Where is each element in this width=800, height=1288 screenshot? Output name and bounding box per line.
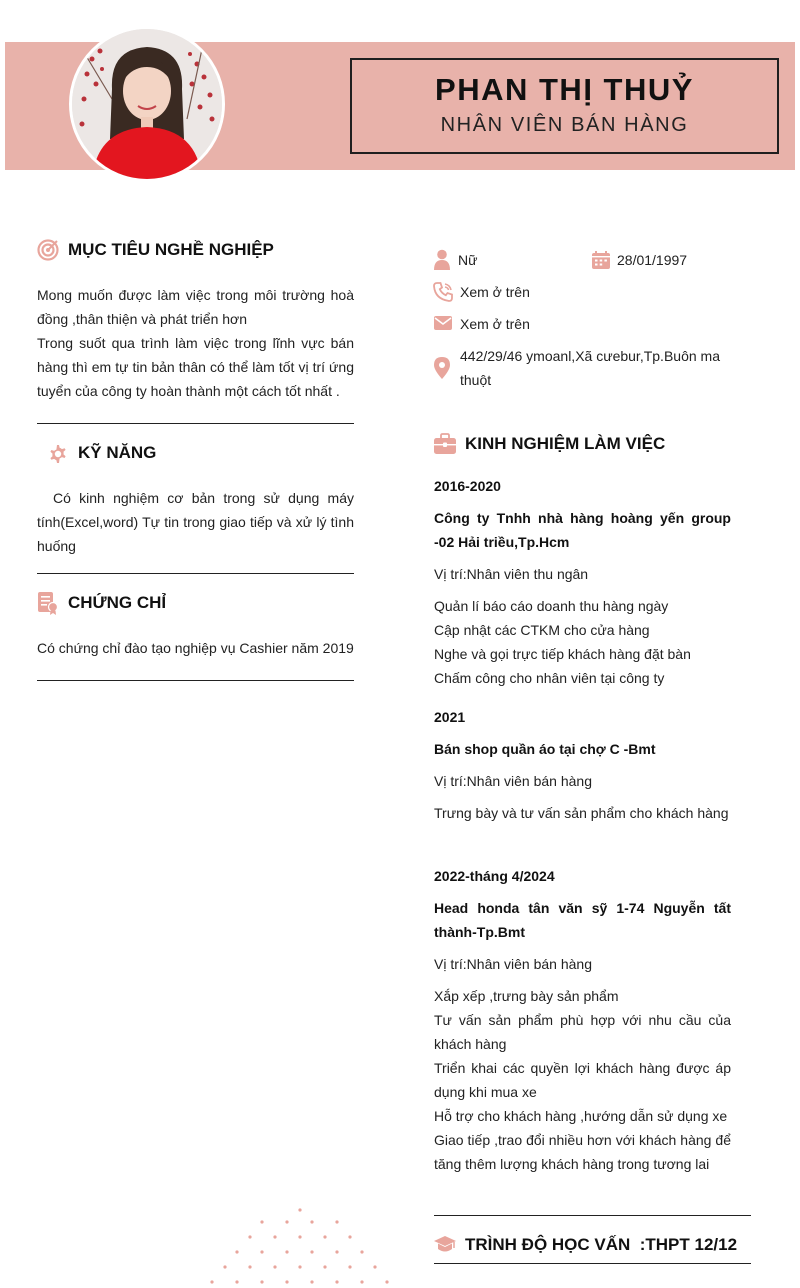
certificates-text: Có chứng chỉ đào tạo nghiệp vụ Cashier năm 2019 — [37, 640, 354, 656]
job-period: 2021 — [434, 709, 466, 725]
dob-value: 28/01/1997 — [617, 252, 688, 268]
certificate-icon — [37, 591, 59, 620]
person-icon — [434, 249, 450, 276]
avatar — [69, 26, 225, 182]
duty-item: Hỗ trợ cho khách hàng ,hướng dẫn sử dụng xe — [434, 1108, 728, 1124]
address-value: 442/29/46 ymoanl,Xã cưebur,Tp.Buôn ma thuột — [460, 348, 720, 388]
job-duties — [434, 801, 731, 825]
phone-icon — [433, 282, 453, 307]
duty-item: Quản lí báo cáo doanh thu hàng ngày — [434, 598, 669, 614]
duty-item: Nghe và gọi trực tiếp khách hàng đặt bàn — [434, 646, 691, 662]
job-period: 2022-tháng 4/2024 — [434, 868, 555, 884]
job-period: 2016-2020 — [434, 478, 501, 494]
divider — [434, 1263, 751, 1264]
duty-item: Giao tiếp ,trao đổi nhiều hơn với khách hàng để tăng thêm lượng khách hàng trong tương lai — [434, 1132, 731, 1172]
divider — [434, 1215, 751, 1216]
experience-title: KINH NGHIỆM LÀM VIỆC — [465, 434, 666, 453]
duty-item: Chấm công cho nhân viên tại công ty — [434, 670, 665, 686]
divider — [37, 423, 354, 424]
name-box — [350, 58, 779, 154]
skills-title: KỸ NĂNG — [78, 443, 157, 462]
job-duties — [434, 594, 731, 690]
objective-paragraph: Mong muốn được làm việc trong môi trường hoà đồng ,thân thiện và phát triển hơn — [37, 287, 354, 327]
graduation-cap-icon — [434, 1235, 456, 1260]
divider — [37, 680, 354, 681]
objective-title: MỤC TIÊU NGHỀ NGHIỆP — [68, 240, 274, 259]
skills-text: Có kinh nghiệm cơ bản trong sử dụng máy tính(Excel,word) Tự tin trong giao tiếp và xử lý tình huống — [37, 490, 354, 554]
calendar-icon — [592, 251, 610, 274]
email-icon — [434, 315, 452, 336]
decorative-dots — [200, 1200, 400, 1288]
gear-icon — [46, 442, 70, 471]
candidate-name: PHAN THỊ THUỶ — [435, 72, 694, 107]
briefcase-icon — [434, 433, 456, 460]
target-icon — [37, 239, 59, 266]
duty-item: Xắp xếp ,trưng bày sản phẩm — [434, 988, 619, 1004]
certificates-title: CHỨNG CHỈ — [68, 593, 167, 612]
location-pin-icon — [434, 357, 450, 384]
job-company: Head honda tân văn sỹ 1-74 Nguyễn tất thành-Tp.Bmt — [434, 900, 731, 940]
job-title: NHÂN VIÊN BÁN HÀNG — [440, 114, 689, 136]
gender-value: Nữ — [458, 252, 478, 268]
email-value: Xem ở trên — [460, 316, 530, 332]
duty-item: Tư vấn sản phẩm phù hợp với nhu cầu của khách hàng — [434, 1012, 731, 1052]
duty-item: Trưng bày và tư vấn sản phẩm cho khách hàng — [434, 805, 729, 821]
job-company: Công ty Tnhh nhà hàng hoàng yến group -02 Hải triều,Tp.Hcm — [434, 510, 731, 550]
duty-item: Cập nhật các CTKM cho cửa hàng — [434, 622, 650, 638]
job-company: Bán shop quần áo tại chợ C -Bmt — [434, 741, 656, 757]
duty-item: Triển khai các quyền lợi khách hàng được áp dụng khi mua xe — [434, 1060, 731, 1100]
phone-value: Xem ở trên — [460, 284, 530, 300]
education-title: TRÌNH ĐỘ HỌC VẤN :THPT 12/12 — [465, 1235, 738, 1254]
job-duties — [434, 984, 731, 1176]
profile-photo — [72, 29, 222, 179]
job-position: Vị trí:Nhân viên bán hàng — [434, 956, 592, 972]
objective-paragraph: Trong suốt qua trình làm việc trong lĩnh vực bán hàng thì em tự tin bản thân có thể làm tốt vị trí ứng tuyển của công ty hoàn thành một cách tốt nhất . — [37, 335, 354, 399]
job-position: Vị trí:Nhân viên bán hàng — [434, 773, 592, 789]
divider — [37, 573, 354, 574]
job-position: Vị trí:Nhân viên thu ngân — [434, 566, 589, 582]
objective-text — [37, 283, 354, 403]
